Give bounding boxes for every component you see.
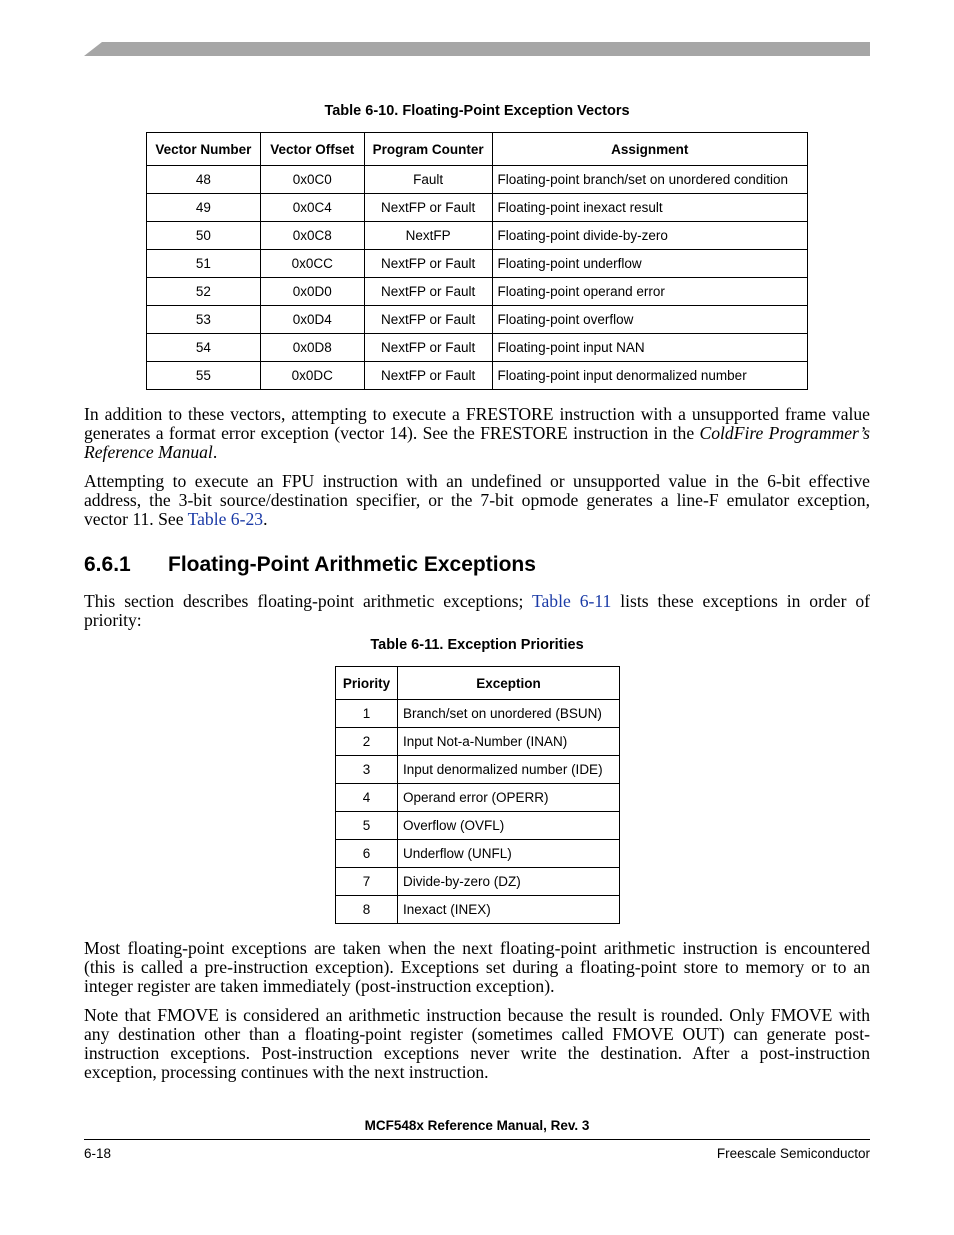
vector-number-cell: 53 — [147, 306, 261, 334]
exception-cell: Inexact (INEX) — [397, 896, 619, 924]
table-row — [336, 756, 620, 784]
vector-offset-cell: 0x0C8 — [260, 222, 364, 250]
col-header-assignment: Assignment — [492, 133, 807, 166]
paragraph-text: In addition to these vectors, attempting to execute a FRESTORE instruction with a unsupported frame value generates a format error exception (vector 14). See the FRESTORE instruction in the — [84, 404, 870, 443]
table-row — [147, 222, 808, 250]
footer-rule — [84, 1139, 870, 1140]
exception-cell: Input denormalized number (IDE) — [397, 756, 619, 784]
vector-number-cell: 52 — [147, 278, 261, 306]
paragraph-text: Attempting to execute an FPU instruction with an undefined or unsupported value in the 6-bit effective address, the 3-bit source/destination specifier, or the 7-bit opmode generates a line-F emulator exception, vector 11. See — [84, 471, 870, 529]
program-counter-cell: NextFP or Fault — [364, 250, 492, 278]
priority-cell: 1 — [336, 700, 398, 728]
table-row — [147, 166, 808, 194]
vector-number-cell: 51 — [147, 250, 261, 278]
col-header-vector-offset: Vector Offset — [260, 133, 364, 166]
header-bar — [84, 42, 870, 56]
table-row — [147, 278, 808, 306]
priority-cell: 3 — [336, 756, 398, 784]
table-row — [336, 700, 620, 728]
footer-manual-title: MCF548x Reference Manual, Rev. 3 — [364, 1118, 590, 1133]
program-counter-cell: Fault — [364, 166, 492, 194]
assignment-cell: Floating-point input NAN — [492, 334, 807, 362]
exception-vectors-table — [146, 132, 808, 390]
vector-number-cell: 54 — [147, 334, 261, 362]
vector-offset-cell: 0x0D4 — [260, 306, 364, 334]
priority-cell: 2 — [336, 728, 398, 756]
vector-offset-cell: 0x0DC — [260, 362, 364, 390]
section-title: Floating-Point Arithmetic Exceptions — [168, 553, 536, 576]
footer-page-number: 6-18 — [84, 1146, 112, 1161]
paragraph-text: This section describes floating-point arithmetic exceptions; — [84, 591, 532, 611]
exception-cell: Input Not-a-Number (INAN) — [397, 728, 619, 756]
table-row — [147, 194, 808, 222]
table-row — [336, 784, 620, 812]
vector-number-cell: 50 — [147, 222, 261, 250]
priority-cell: 7 — [336, 868, 398, 896]
vector-offset-cell: 0x0C0 — [260, 166, 364, 194]
paragraph-arith-intro — [84, 592, 870, 630]
col-header-priority: Priority — [336, 667, 398, 700]
program-counter-cell: NextFP or Fault — [364, 306, 492, 334]
program-counter-cell: NextFP or Fault — [364, 362, 492, 390]
exception-cell: Branch/set on unordered (BSUN) — [397, 700, 619, 728]
paragraph-frestore — [84, 405, 870, 462]
paragraph-fmove: Note that FMOVE is considered an arithmetic instruction because the result is rounded. Only FMOVE with any destination other than a floating-point register (sometimes called FMOVE OUT) can generate post-instruction exceptions. Post-instruction exceptions never write the destination. After a post-instruction exception, processing continues with the next instruction. — [84, 1005, 870, 1082]
priority-cell: 6 — [336, 840, 398, 868]
assignment-cell: Floating-point input denormalized number — [492, 362, 807, 390]
paragraph-end: lists these exceptions in order of priority: — [84, 591, 870, 630]
paragraph-end: . — [263, 509, 268, 529]
paragraph-end: . — [212, 442, 218, 462]
exception-priorities-table — [335, 666, 620, 924]
exception-cell: Divide-by-zero (DZ) — [397, 868, 619, 896]
footer-company: Freescale Semiconductor — [716, 1146, 870, 1161]
exception-cell: Operand error (OPERR) — [397, 784, 619, 812]
table-row — [336, 868, 620, 896]
col-header-vector-number: Vector Number — [147, 133, 261, 166]
priority-cell: 5 — [336, 812, 398, 840]
exception-cell: Underflow (UNFL) — [397, 840, 619, 868]
vector-offset-cell: 0x0D8 — [260, 334, 364, 362]
assignment-cell: Floating-point inexact result — [492, 194, 807, 222]
paragraph-line-f — [84, 472, 870, 529]
program-counter-cell: NextFP or Fault — [364, 334, 492, 362]
assignment-cell: Floating-point overflow — [492, 306, 807, 334]
paragraph-pre-post: Most floating-point exceptions are taken when the next floating-point arithmetic instruction is encountered (this is called a pre-instruction exception). Exceptions set during a floating-point store to memory or to an integer register are taken immediately (post-instruction exception). — [84, 938, 870, 996]
exception-cell: Overflow (OVFL) — [397, 812, 619, 840]
vector-number-cell: 48 — [147, 166, 261, 194]
priority-cell: 8 — [336, 896, 398, 924]
assignment-cell: Floating-point underflow — [492, 250, 807, 278]
vector-offset-cell: 0x0C4 — [260, 194, 364, 222]
assignment-cell: Floating-point divide-by-zero — [492, 222, 807, 250]
table-header-row — [147, 133, 808, 166]
vector-offset-cell: 0x0CC — [260, 250, 364, 278]
assignment-cell: Floating-point operand error — [492, 278, 807, 306]
header-bar-shape — [84, 42, 870, 56]
table1-caption: Table 6-10. Floating-Point Exception Vectors — [324, 103, 630, 119]
table-row — [336, 728, 620, 756]
vector-number-cell: 49 — [147, 194, 261, 222]
table-6-23-link[interactable]: Table 6-23 — [187, 509, 264, 529]
section-number: 6.6.1 — [84, 553, 131, 576]
table-header-row — [336, 667, 620, 700]
col-header-exception: Exception — [397, 667, 619, 700]
table2-caption: Table 6-11. Exception Priorities — [370, 637, 584, 653]
program-counter-cell: NextFP — [364, 222, 492, 250]
manual-title: ColdFire Programmer’s Reference Manual — [84, 423, 870, 462]
vector-offset-cell: 0x0D0 — [260, 278, 364, 306]
table-row — [147, 250, 808, 278]
assignment-cell: Floating-point branch/set on unordered condition — [492, 166, 807, 194]
priority-cell: 4 — [336, 784, 398, 812]
col-header-program-counter: Program Counter — [364, 133, 492, 166]
section-heading — [84, 553, 536, 577]
table-6-11-link[interactable]: Table 6-11 — [531, 591, 612, 611]
table-row — [147, 306, 808, 334]
table-row — [336, 840, 620, 868]
table-row — [336, 896, 620, 924]
table-row — [147, 362, 808, 390]
program-counter-cell: NextFP or Fault — [364, 278, 492, 306]
table-row — [147, 334, 808, 362]
table-row — [336, 812, 620, 840]
program-counter-cell: NextFP or Fault — [364, 194, 492, 222]
vector-number-cell: 55 — [147, 362, 261, 390]
